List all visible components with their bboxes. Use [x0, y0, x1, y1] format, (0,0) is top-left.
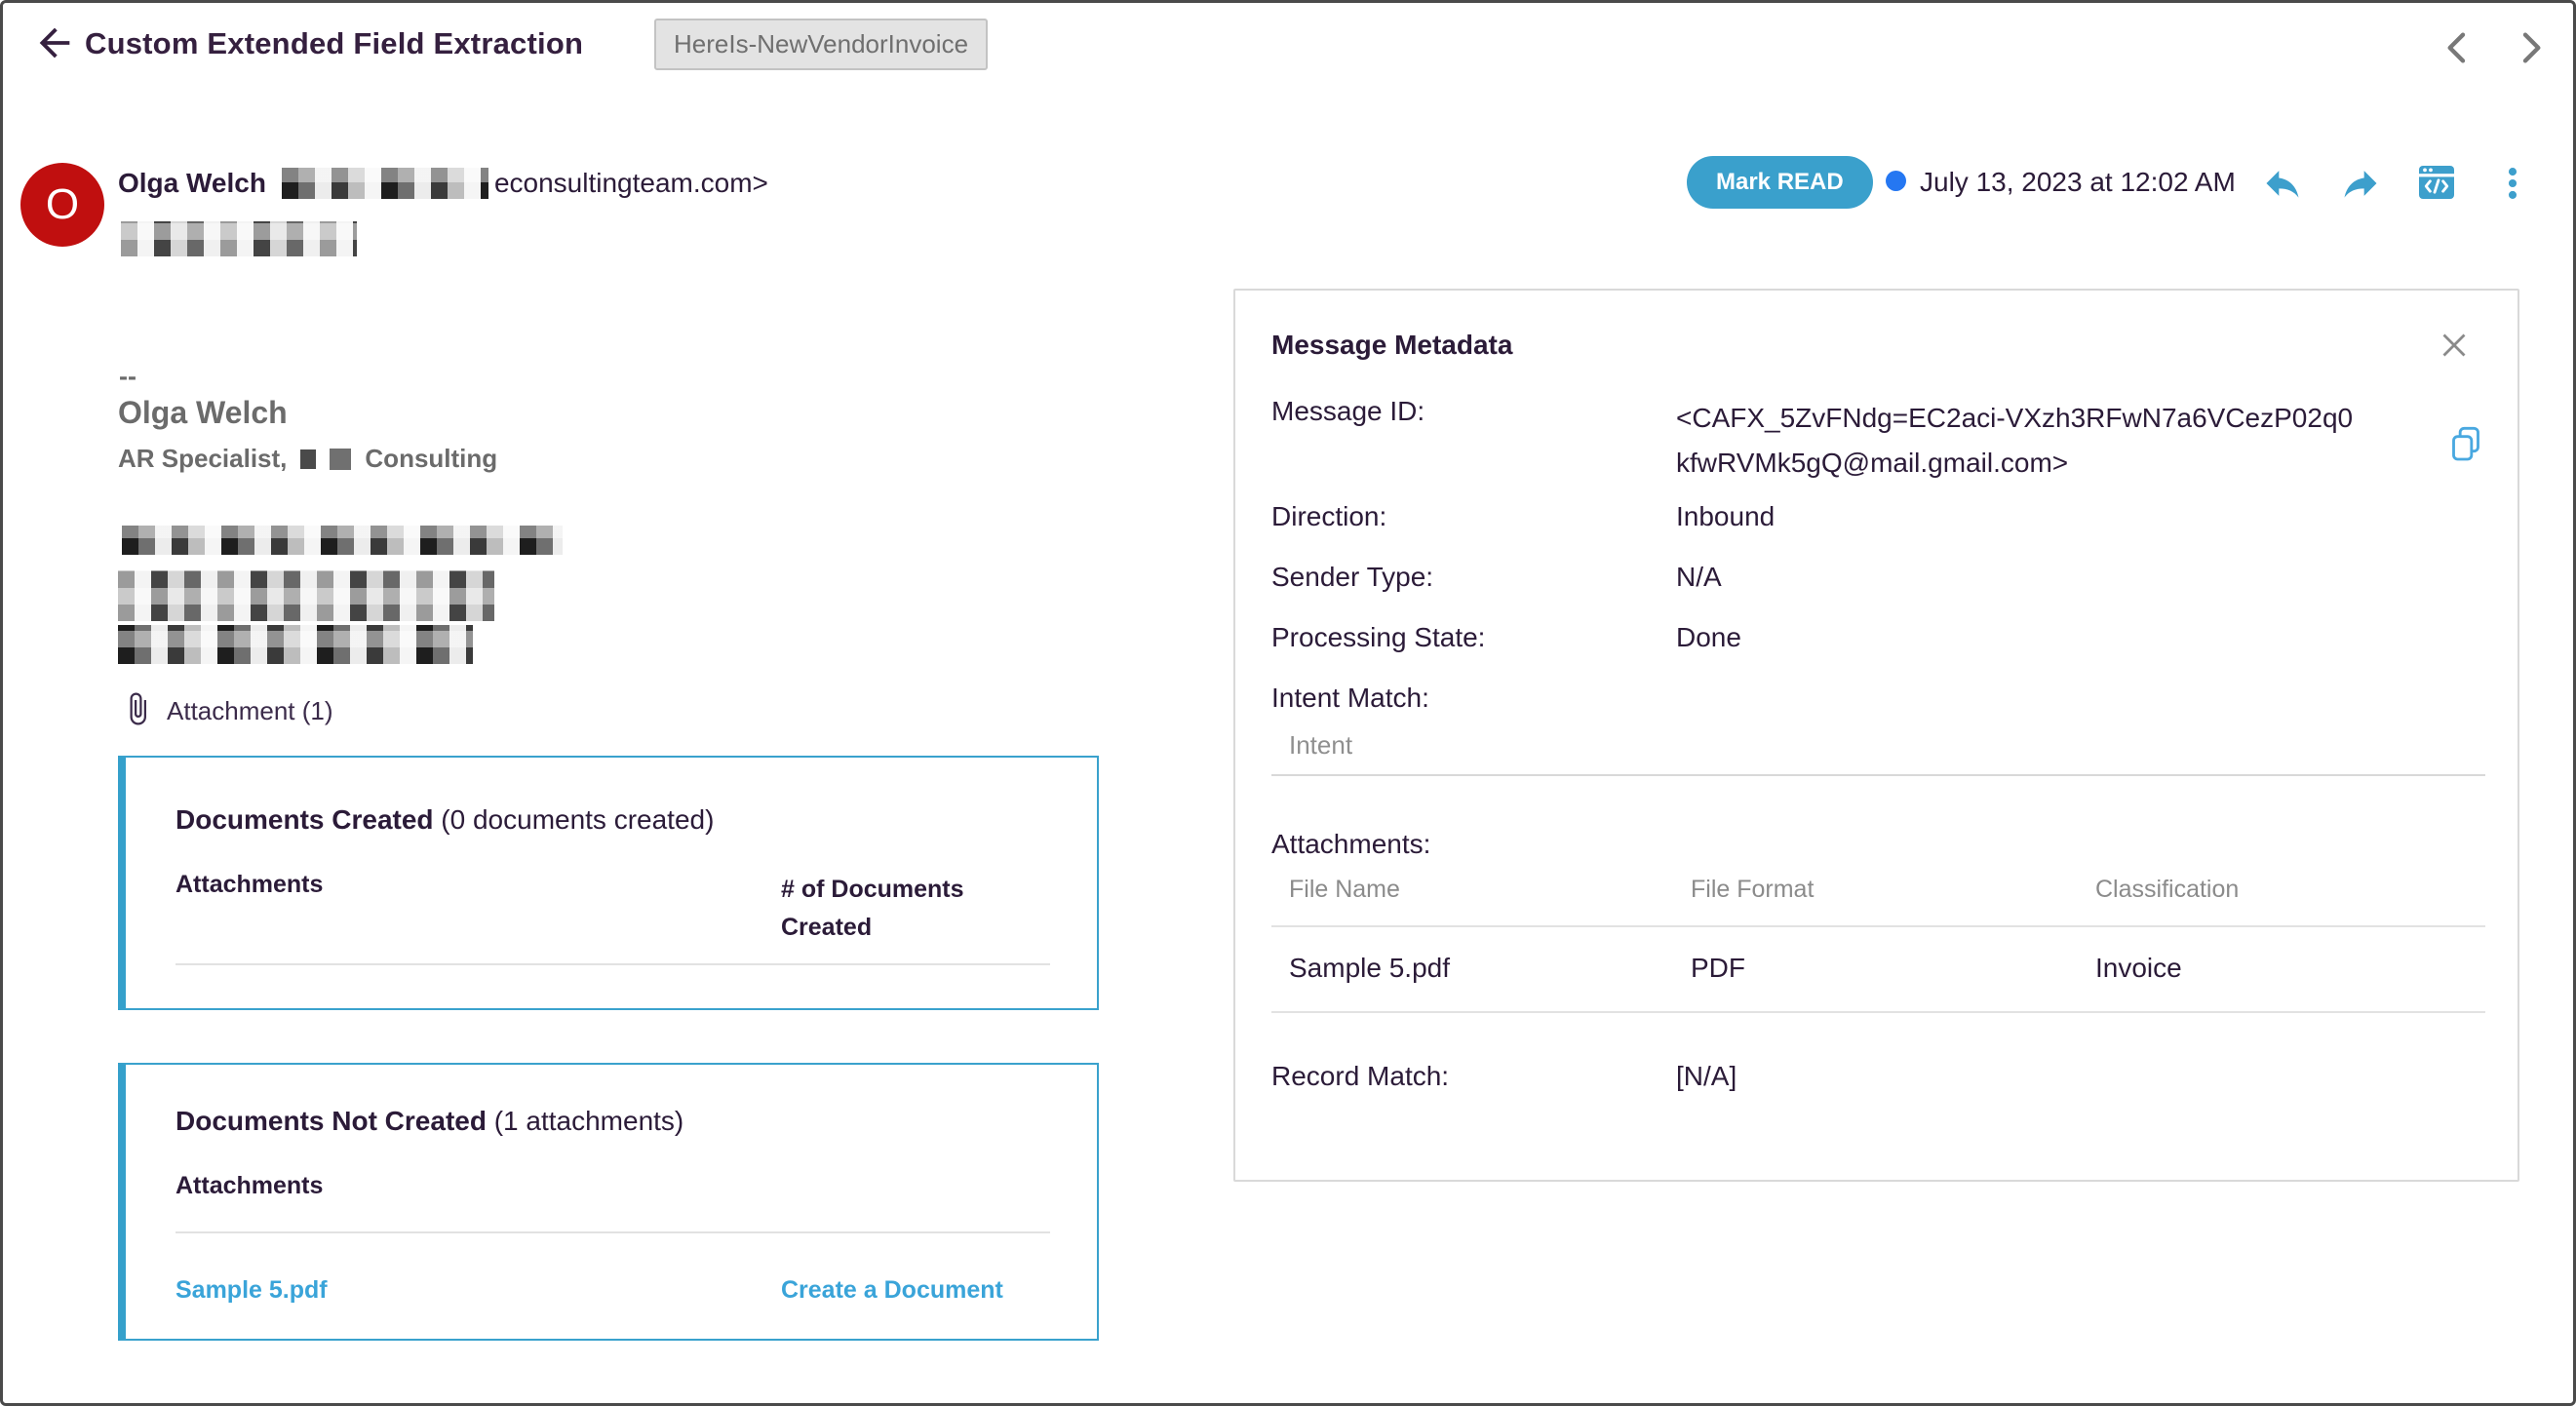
attachment-count-label: Attachment (1)	[167, 696, 333, 725]
sender-name: Olga Welch	[118, 168, 266, 198]
attachment-row[interactable]	[120, 691, 333, 731]
reply-icon	[2261, 192, 2304, 209]
direction-label: Direction:	[1271, 501, 1387, 531]
sender-row	[118, 165, 768, 202]
signature-role	[118, 444, 497, 474]
message-metadata-panel	[1233, 289, 2519, 1182]
forward-icon	[2339, 192, 2382, 209]
documents-not-created-count: (1 attachments)	[486, 1106, 684, 1136]
documents-created-title-text: Documents Created	[176, 804, 434, 835]
col-classification: Classification	[2095, 876, 2240, 903]
sender-email: econsultingteam.com>	[493, 168, 768, 198]
col-file-name: File Name	[1289, 876, 1400, 903]
documents-created-card	[118, 756, 1099, 1010]
cell-file-format: PDF	[1691, 953, 1745, 983]
signature-divider: --	[119, 362, 137, 391]
processing-state-label: Processing State:	[1271, 622, 1486, 652]
sender-type-label: Sender Type:	[1271, 562, 1434, 592]
documents-not-created-title-text: Documents Not Created	[176, 1106, 487, 1136]
close-panel-button[interactable]	[2437, 328, 2472, 363]
divider	[176, 963, 1050, 965]
cell-file-name: Sample 5.pdf	[1289, 953, 1450, 983]
documents-not-created-title	[176, 1106, 1050, 1137]
intent-input[interactable]	[1271, 722, 2485, 776]
record-match-label: Record Match:	[1271, 1061, 1450, 1091]
redacted-text	[121, 221, 357, 256]
redacted-text	[118, 570, 494, 621]
sender-type-value: N/A	[1676, 562, 1722, 592]
metadata-panel-title: Message Metadata	[1271, 330, 1513, 360]
more-options-button[interactable]	[2491, 162, 2534, 205]
code-window-icon	[2413, 193, 2460, 210]
avatar: O	[20, 163, 104, 247]
kebab-menu-icon	[2491, 192, 2534, 209]
next-message-button[interactable]	[2511, 28, 2550, 67]
documents-created-title	[176, 804, 1050, 836]
previous-message-button[interactable]	[2439, 28, 2478, 67]
mark-read-button[interactable]: Mark READ	[1687, 156, 1873, 209]
chevron-right-icon	[2511, 55, 2550, 71]
redacted-text	[118, 625, 473, 664]
signature-role-prefix: AR Specialist,	[118, 444, 288, 473]
documents-created-headers	[176, 871, 1050, 941]
intent-match-label: Intent Match:	[1271, 683, 1429, 713]
workflow-badge: HereIs-NewVendorInvoice	[654, 19, 988, 70]
col-file-format: File Format	[1691, 876, 1815, 903]
redacted-text	[282, 168, 488, 199]
message-id-label: Message ID:	[1271, 396, 1425, 426]
attachment-actions-row	[176, 1276, 1050, 1305]
redacted-text	[300, 449, 316, 469]
direction-value: Inbound	[1676, 501, 1776, 531]
documents-not-created-card	[118, 1063, 1099, 1341]
column-header-attachments: Attachments	[176, 871, 324, 898]
back-button[interactable]	[32, 20, 77, 65]
forward-button[interactable]	[2339, 162, 2382, 205]
unread-dot	[1886, 171, 1906, 191]
column-header-attachments: Attachments	[176, 1172, 324, 1199]
create-document-link[interactable]: Create a Document	[781, 1276, 1003, 1304]
documents-created-count: (0 documents created)	[433, 804, 715, 835]
copy-message-id-button[interactable]	[2446, 423, 2485, 466]
copy-icon	[2446, 453, 2485, 470]
message-date: July 13, 2023 at 12:02 AM	[1920, 167, 2236, 197]
attachments-table-header	[1271, 876, 2485, 927]
attachments-table	[1271, 876, 2485, 1013]
redacted-text	[330, 449, 351, 470]
redacted-text	[122, 526, 563, 555]
back-arrow-icon	[32, 53, 77, 69]
attachments-section-label: Attachments:	[1271, 829, 1431, 859]
paperclip-icon	[120, 691, 155, 731]
view-source-button[interactable]	[2413, 159, 2456, 202]
chevron-left-icon	[2439, 55, 2478, 71]
column-header-doc-count: # of Documents Created	[781, 876, 964, 941]
page-title: Custom Extended Field Extraction	[85, 26, 584, 60]
processing-state-value: Done	[1676, 622, 1741, 652]
reply-button[interactable]	[2261, 162, 2304, 205]
signature-name: Olga Welch	[118, 395, 288, 430]
table-row	[1271, 927, 2485, 1013]
divider	[176, 1231, 1050, 1233]
cell-classification: Invoice	[2095, 953, 2182, 983]
close-icon	[2437, 350, 2472, 367]
signature-role-suffix: Consulting	[365, 444, 498, 473]
message-id-value: <CAFX_5ZvFNdg=EC2aci-VXzh3RFwN7a6VCezP02q0 kfwRVMk5gQ@mail.gmail.com>	[1676, 403, 2354, 478]
documents-not-created-headers	[176, 1172, 1050, 1200]
record-match-value: [N/A]	[1676, 1061, 1737, 1091]
attachment-file-link[interactable]: Sample 5.pdf	[176, 1276, 328, 1304]
